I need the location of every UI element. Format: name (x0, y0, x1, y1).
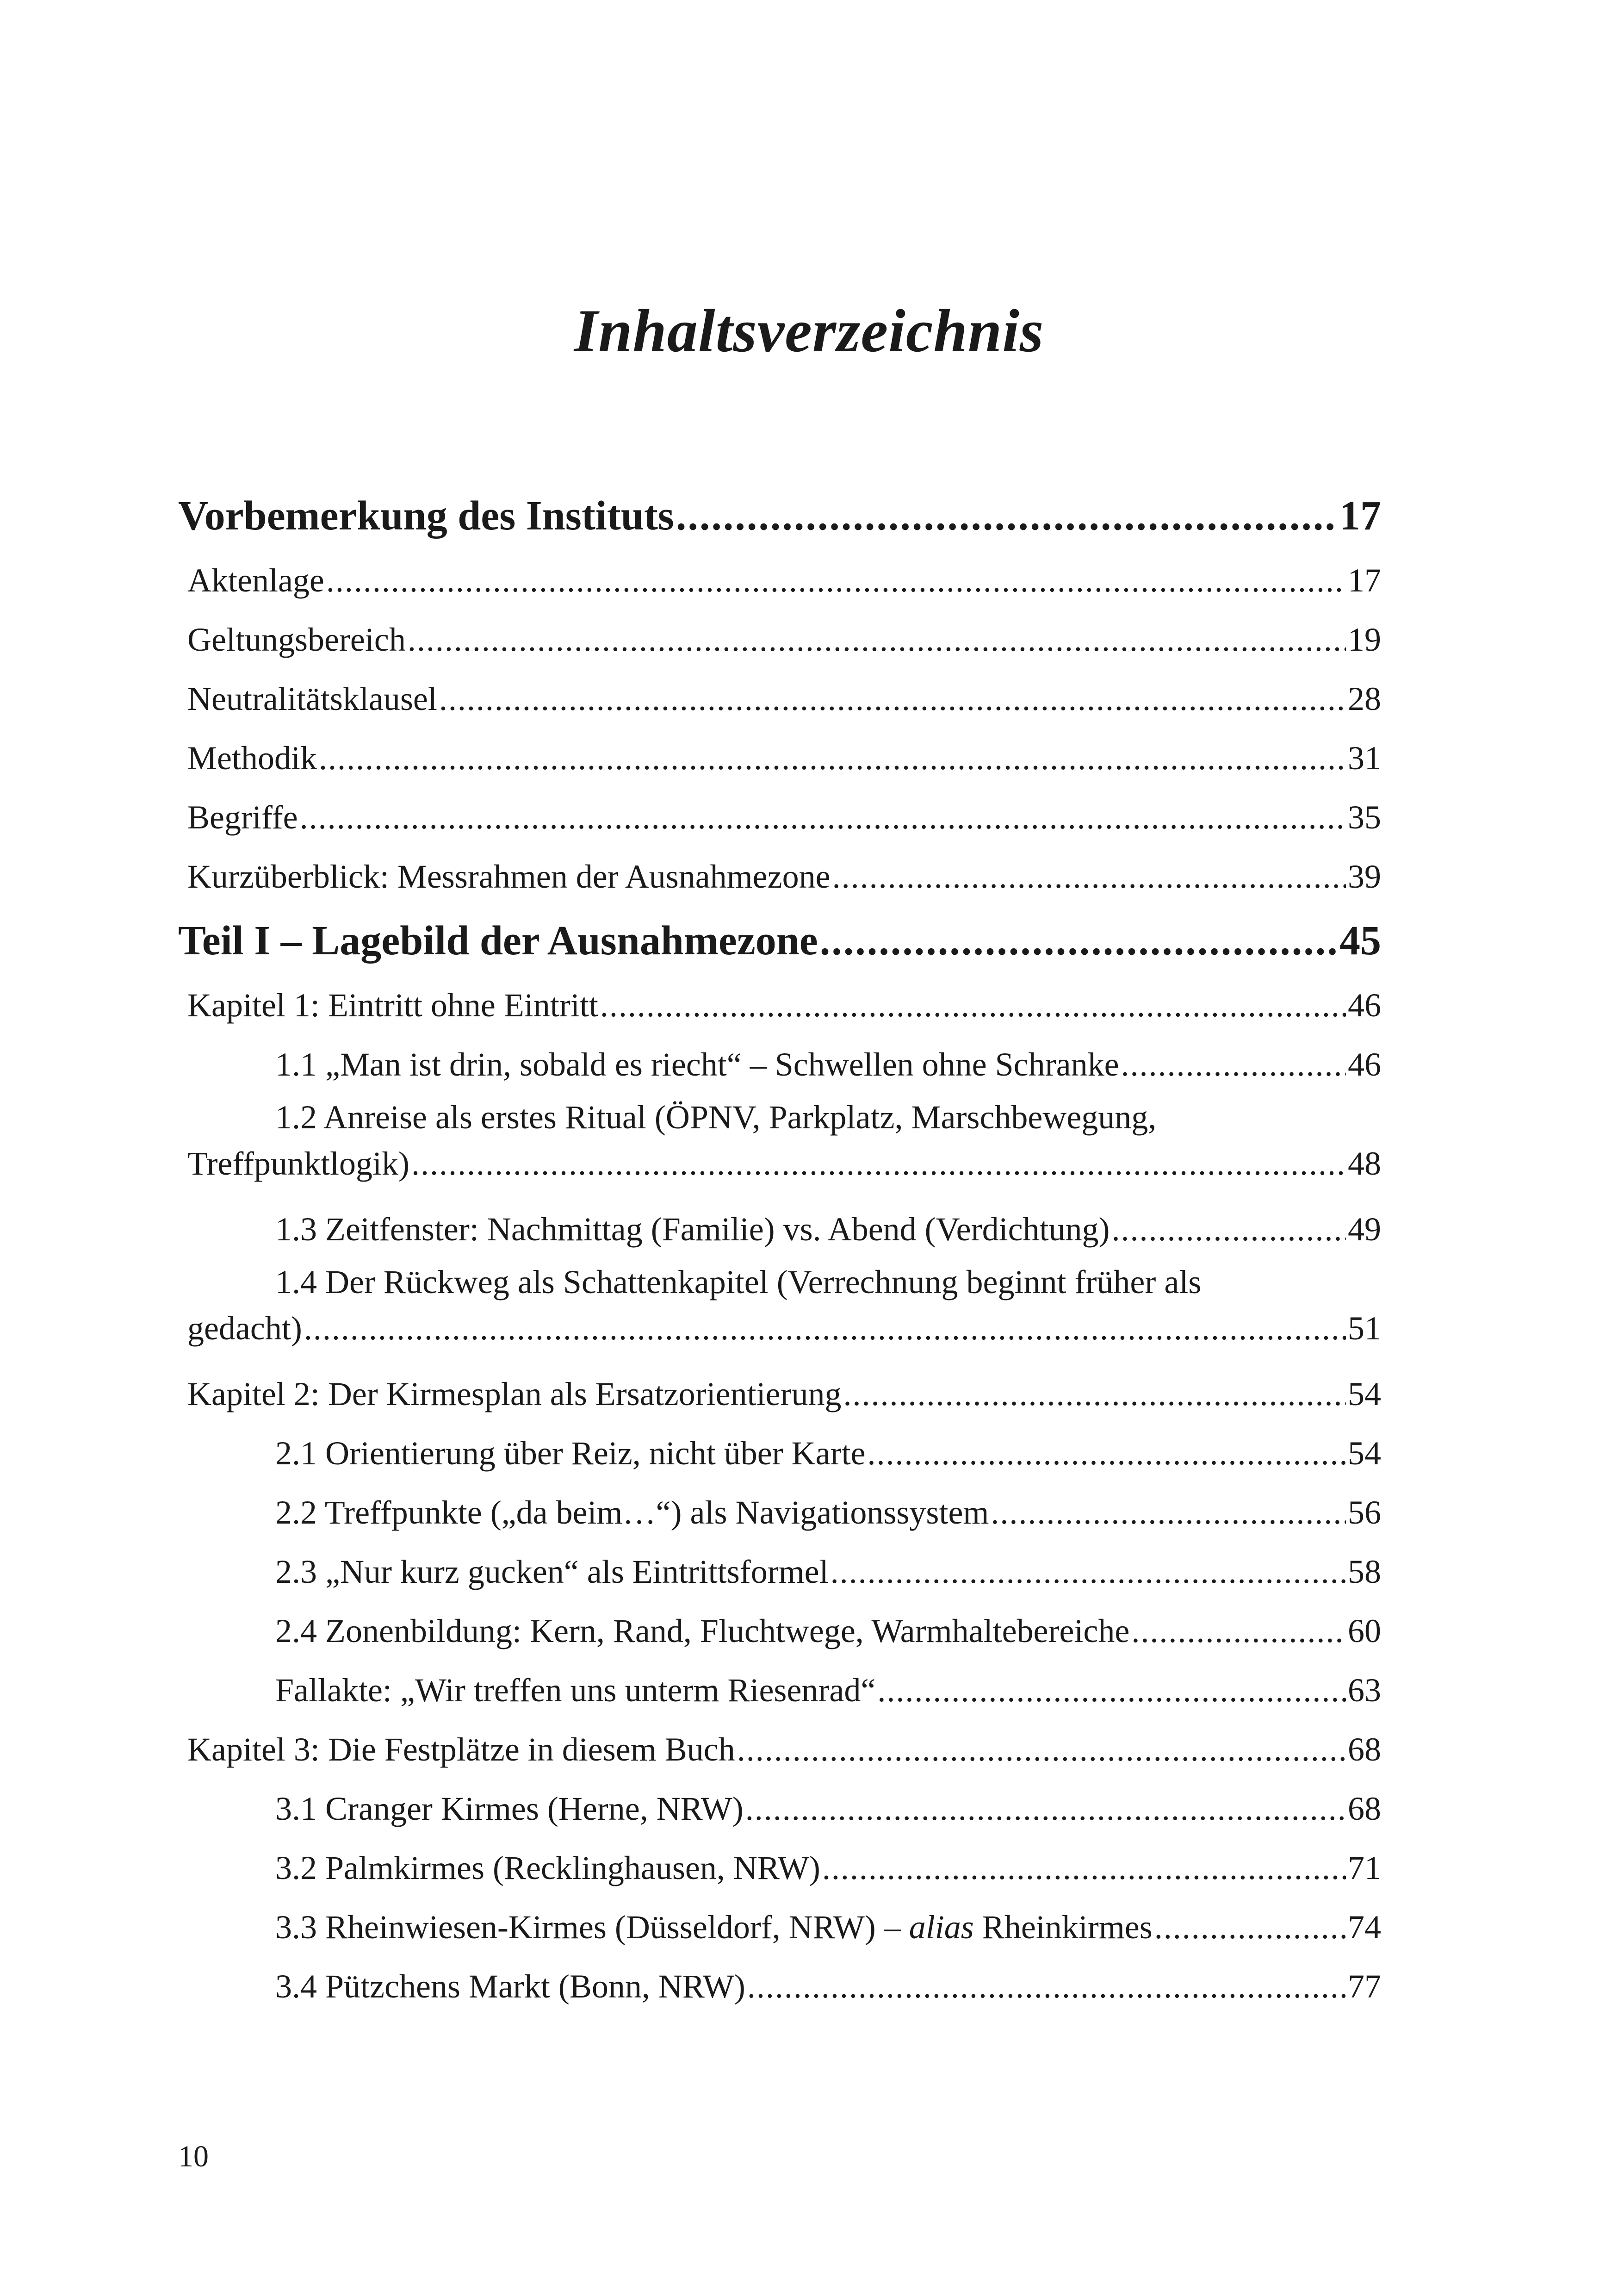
toc-leader-dots (326, 551, 1346, 610)
toc-entry-label: Methodik (187, 740, 317, 777)
toc-entry-label: Neutralitätsklausel (187, 680, 437, 717)
page-title: Inhaltsverzeichnis (574, 297, 1044, 365)
toc-section-entry[interactable] (178, 1200, 1381, 1259)
toc-entry-page: 46 (1348, 1046, 1381, 1083)
toc-entry-label: Fallakte: „Wir treffen uns unterm Riesenrad“ (275, 1672, 876, 1709)
toc-section-entry[interactable] (178, 1779, 1381, 1838)
toc-entry-label: 2.1 Orientierung über Reiz, nicht über Karte (275, 1435, 866, 1472)
toc-section-entry[interactable] (178, 1957, 1381, 2016)
toc-section-entry[interactable] (178, 1483, 1381, 1542)
toc-entry-page: 68 (1348, 1731, 1381, 1768)
toc-entry-label: 2.3 „Nur kurz gucken“ als Eintrittsformel (275, 1553, 829, 1590)
toc-entry[interactable] (178, 728, 1381, 788)
toc-entry-label: Kapitel 2: Der Kirmesplan als Ersatzorientierung (187, 1375, 842, 1412)
toc-leader-dots (1121, 1035, 1346, 1094)
toc-section-entry[interactable] (178, 1838, 1381, 1898)
toc-chapter-entry[interactable] (178, 1364, 1381, 1424)
toc-leader-dots (832, 847, 1346, 906)
toc-leader-dots (820, 906, 1338, 976)
toc-entry-label: Kapitel 1: Eintritt ohne Eintritt (187, 987, 598, 1024)
toc-entry-label: 1.1 „Man ist drin, sobald es riecht“ – Schwellen ohne Schranke (275, 1046, 1119, 1083)
toc-leader-dots (831, 1542, 1346, 1601)
toc-entry-page: 54 (1348, 1435, 1381, 1472)
toc-section-entry[interactable] (178, 1424, 1381, 1483)
toc-leader-dots (745, 1779, 1346, 1838)
toc-entry-label-line2: gedacht) (187, 1310, 302, 1347)
toc-leader-dots (877, 1661, 1346, 1720)
toc-entry-label: Teil I – Lagebild der Ausnahmezone (178, 918, 818, 964)
toc-entry-label-line1: 1.2 Anreise als erstes Ritual (ÖPNV, Parkplatz, Marschbewegung, (275, 1099, 1157, 1136)
toc-part-entry[interactable] (178, 481, 1381, 551)
toc-entry-page: 35 (1348, 799, 1381, 836)
toc-chapter-entry[interactable] (178, 976, 1381, 1035)
toc-section-entry[interactable] (178, 1661, 1381, 1720)
toc-entry-page: 46 (1348, 987, 1381, 1024)
toc-entry-label: Vorbemerkung des Instituts (178, 493, 674, 539)
toc-leader-dots (868, 1424, 1346, 1483)
toc-leader-dots (991, 1483, 1346, 1542)
toc-entry-page: 31 (1348, 740, 1381, 777)
page-number: 10 (178, 2140, 209, 2173)
toc-entry-page: 74 (1348, 1909, 1381, 1946)
toc-entry-page: 56 (1348, 1494, 1381, 1531)
toc-entry-label: 3.1 Cranger Kirmes (Herne, NRW) (275, 1790, 744, 1827)
toc-section-entry[interactable] (178, 1094, 1381, 1200)
toc-leader-dots (300, 788, 1346, 847)
toc-leader-dots (843, 1364, 1346, 1424)
toc-entry-page: 51 (1348, 1310, 1381, 1347)
toc-entry[interactable] (178, 610, 1381, 669)
toc-section-entry[interactable] (178, 1601, 1381, 1661)
toc-entry-page: 68 (1348, 1790, 1381, 1827)
toc-entry-label-italic: alias (909, 1909, 974, 1946)
toc-entry-label-line1: 1.4 Der Rückweg als Schattenkapitel (Verrechnung beginnt früher als (275, 1263, 1202, 1300)
toc-leader-dots (304, 1305, 1346, 1351)
toc-leader-dots (408, 610, 1346, 669)
toc-section-entry[interactable] (178, 1898, 1381, 1957)
toc-entry-page: 54 (1348, 1375, 1381, 1412)
toc-leader-dots (676, 481, 1338, 551)
toc-entry-label: 3.2 Palmkirmes (Recklinghausen, NRW) (275, 1849, 820, 1886)
toc-entry-label: 2.4 Zonenbildung: Kern, Rand, Fluchtwege, Warmhaltebereiche (275, 1612, 1130, 1649)
toc-entry-page: 17 (1348, 562, 1381, 599)
toc-entry-page: 45 (1339, 918, 1381, 964)
toc-leader-dots (747, 1957, 1346, 2016)
toc-entry-label: Aktenlage (187, 562, 324, 599)
toc-leader-dots (822, 1838, 1346, 1898)
toc-leader-dots (319, 728, 1346, 788)
toc-entry-label: 1.3 Zeitfenster: Nachmittag (Familie) vs. Abend (Verdichtung) (275, 1211, 1110, 1248)
toc-entry[interactable] (178, 669, 1381, 728)
toc-entry-page: 17 (1339, 493, 1381, 539)
toc-part-entry[interactable] (178, 906, 1381, 976)
toc-entry-page: 48 (1348, 1145, 1381, 1182)
toc-section-entry[interactable] (178, 1259, 1381, 1364)
toc-entry-label-post: Rheinkirmes (973, 1909, 1153, 1946)
toc-leader-dots (737, 1720, 1346, 1779)
toc-entry-label: Kapitel 3: Die Festplätze in diesem Buch (187, 1731, 735, 1768)
toc-entry[interactable] (178, 847, 1381, 906)
toc-entry-label-pre: 3.3 Rheinwiesen-Kirmes (Düsseldorf, NRW) – (275, 1909, 909, 1946)
toc-leader-dots (1154, 1898, 1346, 1957)
toc-leader-dots (1131, 1601, 1346, 1661)
toc-entry-label: Begriffe (187, 799, 298, 836)
toc-entry-page: 49 (1348, 1211, 1381, 1248)
toc-entry-page: 28 (1348, 680, 1381, 717)
toc-entry-page: 39 (1348, 858, 1381, 895)
toc-entry-page: 19 (1348, 621, 1381, 658)
toc-leader-dots (600, 976, 1346, 1035)
toc-leader-dots (411, 1140, 1346, 1187)
toc-entry[interactable] (178, 788, 1381, 847)
table-of-contents (178, 481, 1381, 2016)
toc-leader-dots (1112, 1200, 1346, 1259)
toc-section-entry[interactable] (178, 1035, 1381, 1094)
toc-entry-label: Kurzüberblick: Messrahmen der Ausnahmezone (187, 858, 831, 895)
toc-entry-label: 3.4 Pützchens Markt (Bonn, NRW) (275, 1968, 745, 2005)
toc-section-entry[interactable] (178, 1542, 1381, 1601)
toc-leader-dots (439, 669, 1346, 728)
toc-entry-page: 63 (1348, 1672, 1381, 1709)
toc-entry-page: 58 (1348, 1553, 1381, 1590)
toc-entry-page: 60 (1348, 1612, 1381, 1649)
toc-entry-label: Geltungsbereich (187, 621, 406, 658)
toc-entry-label: 2.2 Treffpunkte („da beim…“) als Navigationssystem (275, 1494, 989, 1531)
toc-entry-label-line2: Treffpunktlogik) (187, 1145, 410, 1182)
toc-entry-page: 77 (1348, 1968, 1381, 2005)
toc-entry[interactable] (178, 551, 1381, 610)
toc-entry-page: 71 (1348, 1849, 1381, 1886)
toc-entry-label (275, 1898, 1153, 1957)
toc-chapter-entry[interactable] (178, 1720, 1381, 1779)
